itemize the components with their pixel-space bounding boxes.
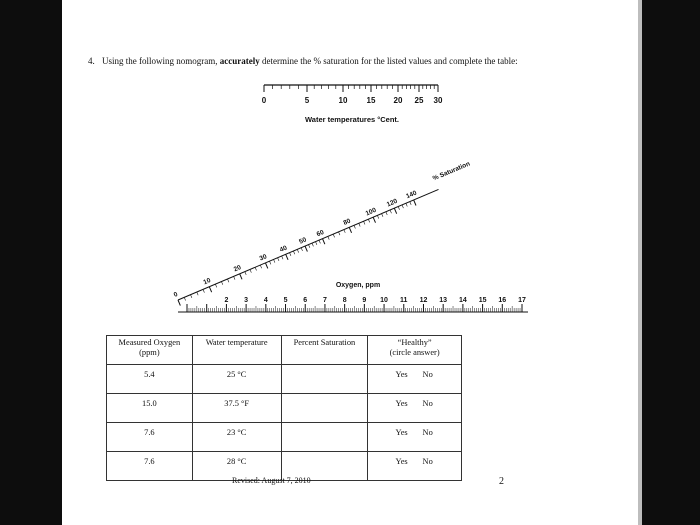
oxygen-tick-label: 3 (244, 297, 249, 304)
saturation-scale-ticks (178, 197, 416, 306)
saturation-tick-label: 0 (172, 291, 179, 299)
saturation-scale-labels (173, 189, 418, 298)
saturation-tick-label: 10 (202, 277, 212, 287)
saturation-minor-tick (319, 240, 320, 243)
header-water-temperature (192, 336, 281, 365)
temperature-cell: 28 °C (192, 452, 281, 481)
saturation-major-tick (209, 287, 211, 293)
header-percent-saturation-label: Percent Saturation (293, 338, 356, 347)
oxygen-tick-label: 4 (263, 297, 268, 304)
header-measured-oxygen-line2: (ppm) (139, 348, 160, 357)
saturation-scale-title: % Saturation (431, 160, 472, 183)
saturation-minor-tick (402, 205, 403, 208)
saturation-minor-tick (377, 215, 378, 218)
table-row (107, 423, 462, 452)
saturation-minor-tick (191, 295, 192, 298)
oxygen-tick-label: 11 (400, 297, 408, 304)
page-number: 2 (499, 476, 504, 487)
oxygen-tick-label: 12 (419, 297, 428, 304)
saturation-minor-tick (290, 253, 291, 256)
saturation-minor-tick (354, 225, 355, 228)
saturation-minor-tick (368, 219, 369, 222)
saturation-tick-label: 100 (364, 206, 378, 218)
saturation-answer-cell[interactable] (281, 365, 368, 394)
saturation-minor-tick (364, 221, 365, 224)
oxygen-scale-title: Oxygen, ppm (335, 282, 381, 289)
saturation-tick-label: 140 (405, 189, 418, 201)
saturation-minor-tick (203, 289, 204, 292)
table-row (107, 365, 462, 394)
saturation-minor-tick (260, 265, 261, 268)
header-measured-oxygen (107, 336, 193, 365)
no-option[interactable]: No (422, 370, 433, 379)
saturation-major-tick (373, 217, 375, 223)
revised-date: Revised: August 7, 2010 (232, 476, 311, 485)
question-text-bold: accurately (219, 56, 260, 66)
oxygen-tick-label: 15 (478, 297, 487, 304)
saturation-major-tick (286, 254, 288, 260)
yes-option[interactable]: Yes (395, 370, 408, 379)
yes-option[interactable]: Yes (395, 457, 408, 466)
saturation-scale (170, 160, 476, 306)
saturation-minor-tick (328, 236, 329, 239)
oxygen-tick-label: 6 (303, 297, 308, 304)
oxygen-tick-label: 17 (518, 297, 526, 304)
question-text-end: determine the % saturation for the listed values and complete the table: (259, 56, 518, 66)
yes-option[interactable]: Yes (395, 428, 408, 437)
saturation-minor-tick (297, 249, 298, 252)
saturation-tick-label: 120 (385, 197, 399, 209)
saturation-major-tick (305, 246, 307, 252)
saturation-minor-tick (197, 292, 198, 295)
saturation-answer-cell[interactable] (281, 394, 368, 423)
temperature-scale-title: Water temperatures °Cent. (305, 115, 399, 124)
temperature-cell: 37.5 °F (192, 394, 281, 423)
header-healthy-line1: “Healthy” (397, 338, 432, 347)
oxygen-tick-label: 2 (224, 297, 229, 304)
temperature-tick-label: 15 (366, 96, 376, 105)
saturation-minor-tick (255, 267, 256, 270)
saturation-minor-tick (316, 242, 317, 245)
question-number: 4. (88, 56, 95, 66)
saturation-minor-tick (386, 212, 387, 215)
healthy-cell (368, 365, 462, 394)
oxygen-tick-label: 16 (498, 297, 507, 304)
saturation-minor-tick (301, 248, 302, 251)
saturation-major-tick (394, 208, 396, 214)
healthy-cell (368, 394, 462, 423)
saturation-tick-label: 80 (342, 217, 352, 227)
no-option[interactable]: No (422, 428, 433, 437)
oxygen-cell: 7.6 (107, 423, 193, 452)
temperature-cell: 25 °C (192, 365, 281, 394)
header-percent-saturation (281, 336, 368, 365)
saturation-major-tick (349, 227, 351, 233)
saturation-minor-tick (309, 245, 310, 248)
saturation-minor-tick (245, 272, 246, 275)
header-water-temperature-label: Water temperature (205, 338, 268, 347)
saturation-minor-tick (282, 256, 283, 259)
temperature-tick-label: 0 (261, 96, 267, 105)
saturation-minor-tick (312, 243, 313, 246)
no-option[interactable]: No (422, 457, 433, 466)
saturation-minor-tick (184, 297, 185, 300)
saturation-minor-tick (293, 251, 294, 254)
oxygen-tick-label: 5 (283, 297, 288, 304)
saturation-minor-tick (215, 284, 216, 287)
temperature-tick-label: 20 (393, 96, 403, 105)
oxygen-tick-label: 9 (362, 297, 367, 304)
saturation-tick-label: 30 (258, 253, 268, 263)
yes-option[interactable]: Yes (395, 399, 408, 408)
saturation-minor-tick (333, 234, 334, 237)
saturation-minor-tick (228, 279, 229, 282)
saturation-minor-tick (410, 202, 411, 205)
question-text-start: Using the following nomogram, (102, 56, 220, 66)
oxygen-tick-label: 8 (342, 297, 347, 304)
saturation-minor-tick (398, 207, 399, 210)
saturation-major-tick (414, 200, 416, 206)
saturation-minor-tick (250, 269, 251, 272)
saturation-table (106, 335, 462, 481)
oxygen-cell: 15.0 (107, 394, 193, 423)
saturation-tick-label: 40 (278, 244, 289, 254)
saturation-minor-tick (278, 258, 279, 261)
saturation-answer-cell[interactable] (281, 423, 368, 452)
header-healthy (368, 336, 462, 365)
healthy-cell (368, 452, 462, 481)
table-row (107, 394, 462, 423)
saturation-major-tick (240, 274, 242, 280)
temperature-tick-label: 10 (338, 96, 348, 105)
saturation-tick-label: 50 (298, 236, 308, 246)
healthy-cell (368, 423, 462, 452)
temperature-tick-label: 5 (304, 96, 310, 105)
saturation-minor-tick (234, 276, 235, 279)
saturation-minor-tick (344, 230, 345, 233)
oxygen-scale-ticks (187, 304, 522, 312)
oxygen-tick-label: 14 (458, 297, 467, 304)
temperature-tick-label: 30 (433, 96, 443, 105)
temperature-cell: 23 °C (192, 423, 281, 452)
saturation-minor-tick (221, 282, 222, 285)
header-healthy-line2: (circle answer) (389, 348, 440, 357)
table-header-row (107, 336, 462, 365)
temperature-scale-ticks (264, 85, 438, 92)
saturation-major-tick (265, 263, 267, 269)
oxygen-scale-labels (224, 297, 526, 304)
saturation-tick-label: 60 (315, 228, 326, 239)
oxygen-tick-label: 7 (322, 297, 327, 304)
saturation-minor-tick (406, 203, 407, 206)
saturation-minor-tick (359, 223, 360, 226)
saturation-minor-tick (339, 232, 340, 235)
saturation-minor-tick (382, 214, 383, 217)
saturation-major-tick (323, 239, 325, 245)
temperature-tick-label: 25 (414, 96, 424, 105)
oxygen-cell: 7.6 (107, 452, 193, 481)
saturation-tick-label: 20 (232, 264, 243, 274)
oxygen-tick-label: 10 (380, 297, 388, 304)
saturation-minor-tick (274, 259, 275, 262)
no-option[interactable]: No (422, 399, 433, 408)
oxygen-cell: 5.4 (107, 365, 193, 394)
temperature-scale-labels (262, 96, 443, 105)
oxygen-tick-label: 13 (439, 297, 448, 304)
saturation-minor-tick (269, 261, 270, 264)
saturation-minor-tick (390, 210, 391, 213)
saturation-major-tick (178, 300, 180, 306)
header-measured-oxygen-line1: Measured Oxygen (118, 338, 181, 347)
